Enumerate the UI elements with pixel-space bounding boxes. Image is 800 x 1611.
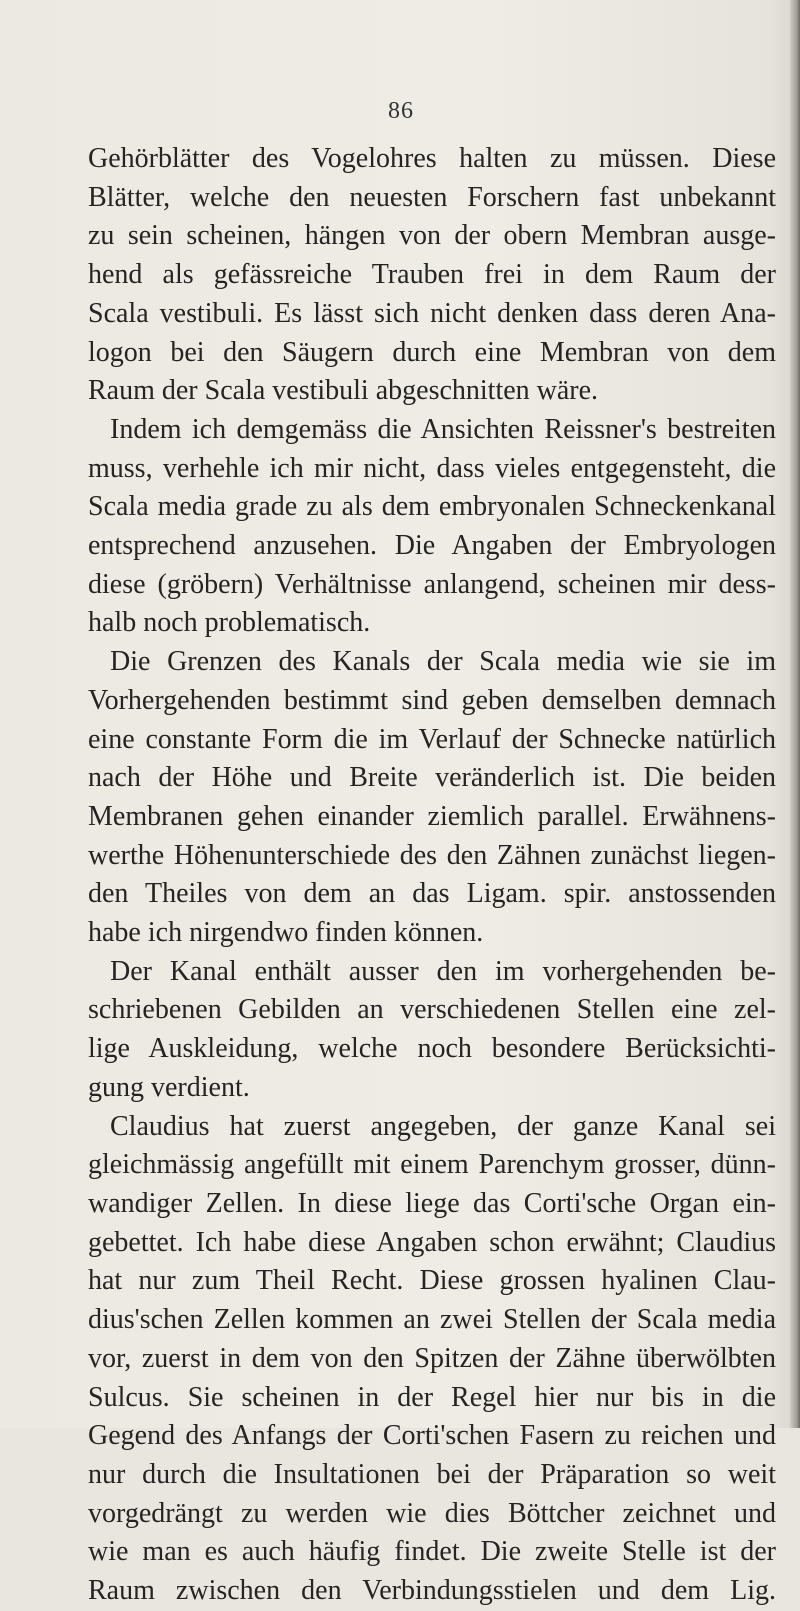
text-line: vorgedrängt zu werden wie dies Böttcher zeichnet und [88, 1497, 776, 1529]
body-text [88, 140, 776, 1611]
text-line: Claudius hat zuerst angegeben, der ganze Kanal sei [110, 1110, 776, 1142]
text-line: Scala media grade zu als dem embryonalen Schneckenkanal [88, 491, 776, 523]
text-line: hend als gefässreiche Trauben frei in dem Raum der [88, 259, 776, 291]
text-line: gebettet. Ich habe diese Angaben schon erwähnt; Claudius [88, 1226, 776, 1258]
text-line: Scala vestibuli. Es lässt sich nicht denken dass deren Ana- [88, 297, 776, 329]
text-line: dius'schen Zellen kommen an zwei Stellen der Scala media [88, 1304, 776, 1336]
text-line: Gehörblätter des Vogelohres halten zu müssen. Diese [88, 143, 776, 174]
text-line: Gegend des Anfangs der Corti'schen Fasern zu reichen und [88, 1420, 776, 1452]
text-line: halb noch problematisch. [88, 607, 371, 639]
page-edge-shadow [790, 0, 800, 1428]
text-line: wie man es auch häufig findet. Die zweite Stelle ist der [88, 1536, 776, 1568]
text-line: habe ich nirgendwo finden können. [88, 917, 484, 949]
text-line: gleichmässig angefüllt mit einem Parenchym grosser, dünn- [88, 1149, 776, 1181]
text-line: Raum zwischen den Verbindungsstielen und dem Lig. [88, 1575, 776, 1607]
text-line: hat nur zum Theil Recht. Diese grossen hyalinen Clau- [88, 1265, 776, 1297]
text-line: den Theiles von dem an das Ligam. spir. anstossenden [88, 878, 776, 910]
text-line: zu sein scheinen, hängen von der obern Membran ausge- [88, 220, 776, 252]
text-line: Die Grenzen des Kanals der Scala media wie sie im [110, 646, 776, 678]
text-line: diese (gröbern) Verhältnisse anlangend, scheinen mir dess- [88, 568, 776, 600]
text-line: Sulcus. Sie scheinen in der Regel hier nur bis in die [88, 1381, 776, 1413]
text-line: Indem ich demgemäss die Ansichten Reissner's bestreiten [110, 413, 776, 445]
text-line: muss, verhehle ich mir nicht, dass vieles entgegensteht, die [88, 452, 776, 484]
text-line: werthe Höhenunterschiede des den Zähnen zunächst liegen- [88, 839, 776, 871]
text-line: Vorhergehenden bestimmt sind geben demselben demnach [88, 684, 776, 716]
text-line: nur durch die Insultationen bei der Präparation so weit [88, 1458, 776, 1490]
text-line: Raum der Scala vestibuli abgeschnitten wäre. [88, 375, 599, 407]
text-line: eine constante Form die im Verlauf der Schnecke natürlich [88, 723, 776, 755]
text-line: Membranen gehen einander ziemlich parallel. Erwähnens- [88, 800, 776, 832]
text-line: entsprechend anzusehen. Die Angaben der Embryologen [88, 530, 776, 562]
text-line: wandiger Zellen. In diese liege das Corti'sche Organ ein- [88, 1187, 776, 1219]
text-line: Der Kanal enthält ausser den im vorhergehenden be- [110, 955, 776, 987]
text-line: schriebenen Gebilden an verschiedenen Stellen eine zel- [88, 994, 776, 1026]
page-number: 86 [388, 98, 414, 124]
text-line: vor, zuerst in dem von den Spitzen der Zähne überwölbten [88, 1342, 776, 1374]
text-line: nach der Höhe und Breite veränderlich ist. Die beiden [88, 762, 776, 794]
text-line: lige Auskleidung, welche noch besondere Berücksichti- [88, 1033, 776, 1065]
text-line: logon bei den Säugern durch eine Membran von dem [88, 336, 776, 368]
text-line: gung verdient. [88, 1071, 250, 1103]
text-line: Blätter, welche den neuesten Forschern fast unbekannt [88, 181, 776, 213]
